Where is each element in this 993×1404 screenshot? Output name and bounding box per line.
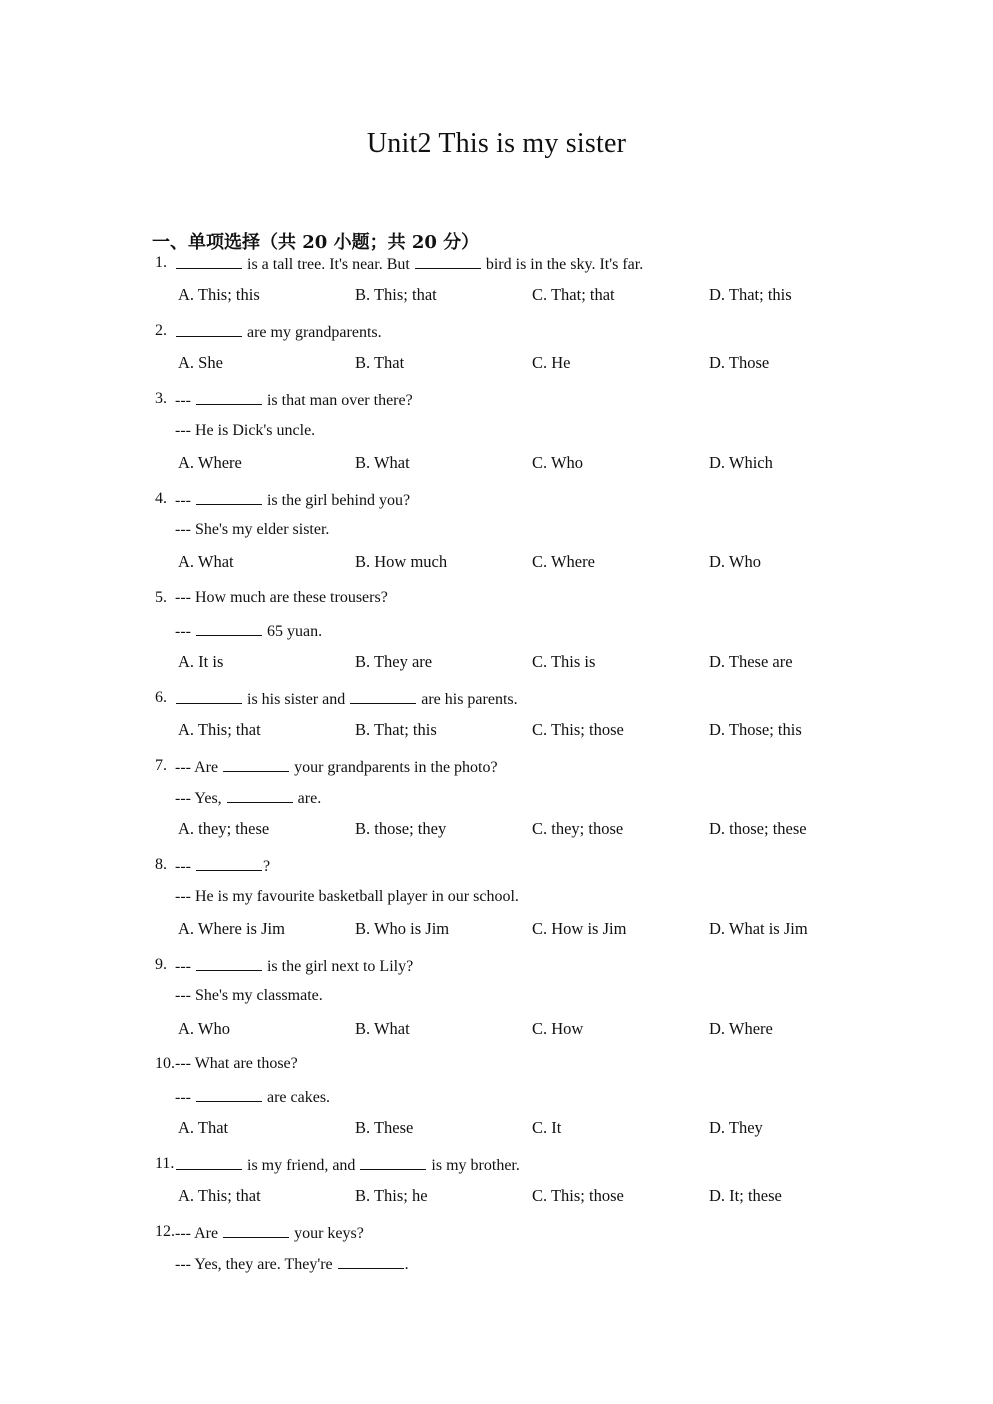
answer-option: D. That; this [709,285,792,304]
question-number: 9. [155,956,167,973]
question-text [175,1223,364,1243]
answer-option: C. Who [532,453,584,472]
answer-blank [196,390,262,405]
answer-option: B. What [355,453,410,472]
answer-option: A. Who [178,1019,230,1038]
question-number: 8. [155,856,167,873]
answer-blank [196,856,262,871]
answer-option: D. They [709,1118,763,1137]
answer-option: C. This; those [532,720,624,739]
page-title: Unit2 This is my sister [366,128,627,159]
question-text-part: are his parents. [417,691,518,708]
question-text-part: --- [175,492,195,509]
answer-option: C. How [532,1019,584,1038]
question-text-part: is his sister and [243,691,350,708]
answer-option: B. Who is Jim [355,919,450,938]
question-text-part: --- [175,958,195,975]
question-text-part: --- [175,392,195,409]
question-text [175,856,270,876]
answer-option: D. It; these [709,1186,782,1205]
question-number: 7. [155,757,167,774]
question-text [175,1155,520,1175]
answer-option: A. This; that [178,1186,261,1205]
question-text [175,1087,330,1107]
answer-blank [176,689,242,704]
question-text-part: --- She's my elder sister. [175,521,330,538]
answer-option: D. Those; this [709,720,802,739]
question-text [175,956,413,976]
answer-option: D. Those [709,353,770,372]
question-text-part: your keys? [290,1225,364,1242]
answer-blank [338,1254,404,1269]
answer-blank [223,757,289,772]
question-text-part: --- Yes, [175,790,226,807]
question-number: 1. [155,254,167,271]
answer-option: B. This; that [355,285,437,304]
question-text [175,621,322,641]
answer-option: C. Where [532,552,595,571]
question-number: 12. [155,1223,175,1240]
answer-blank [227,788,293,803]
answer-option: C. He [532,353,571,372]
question-text [175,788,321,808]
question-text [175,254,643,274]
answer-option: A. This; that [178,720,261,739]
question-number: 5. [155,589,167,606]
question-text-part: --- How much are these trousers? [175,589,388,606]
answer-blank [223,1223,289,1238]
question-text-part: is the girl behind you? [262,492,411,509]
answer-option: B. That [355,353,405,372]
question-text-part: --- [175,623,195,640]
answer-option: B. those; they [355,819,447,838]
answer-option: C. That; that [532,285,615,304]
answer-blank [196,956,262,971]
question-text-part: 65 yuan. [262,623,323,640]
answer-option: A. This; this [178,285,260,304]
question-text-part: --- [175,858,195,875]
answer-option: B. That; this [355,720,437,739]
question-text-part: your grandparents in the photo? [290,759,498,776]
answer-blank [350,689,416,704]
answer-blank [196,1087,262,1102]
answer-option: A. That [178,1118,229,1137]
question-text-part: --- [175,1089,195,1106]
question-text [175,987,323,1005]
question-text [175,757,498,777]
answer-blank [196,490,262,505]
question-text [175,490,410,510]
question-text-part: is my brother. [427,1157,520,1174]
question-text-part: ? [262,858,271,875]
answer-blank [176,1155,242,1170]
question-text-part: is my friend, and [243,1157,360,1174]
section-heading: 一、单项选择（共 20 小题；共 20 分） [152,232,480,253]
question-text-part: --- He is my favourite basketball player in our school. [175,888,519,905]
question-text [175,390,413,410]
answer-option: A. She [178,353,223,372]
question-text-part: bird is in the sky. It's far. [481,256,644,273]
question-text [175,422,315,440]
question-number: 11. [155,1155,175,1172]
question-text-part: --- Are [175,759,223,776]
answer-option: D. What is Jim [709,919,808,938]
question-text-part: --- She's my classmate. [175,987,323,1004]
question-text-part: are my grandparents. [243,324,382,341]
question-text [175,322,382,342]
question-text-part: --- Are [175,1225,223,1242]
question-text-part: is the girl next to Lily? [262,958,414,975]
answer-blank [196,621,262,636]
answer-option: C. It [532,1118,562,1137]
question-text-part: --- What are those? [175,1055,298,1072]
question-number: 2. [155,322,167,339]
answer-option: C. they; those [532,819,624,838]
question-number: 4. [155,490,167,507]
answer-option: A. Where is Jim [178,919,285,938]
answer-option: D. those; these [709,819,807,838]
answer-option: C. This is [532,652,596,671]
question-text [175,888,519,906]
question-text-part: is that man over there? [262,392,413,409]
answer-option: B. They are [355,652,433,671]
answer-option: A. they; these [178,819,270,838]
answer-option: D. Where [709,1019,773,1038]
answer-blank [360,1155,426,1170]
answer-option: C. This; those [532,1186,624,1205]
question-text [175,521,329,539]
question-number: 3. [155,390,167,407]
question-text [175,1055,298,1073]
question-text-part: --- Yes, they are. They're [175,1256,337,1273]
question-number: 10. [155,1055,175,1072]
answer-option: A. It is [178,652,224,671]
answer-option: A. Where [178,453,242,472]
question-text [175,1254,409,1274]
question-text-part: . [404,1256,409,1273]
answer-option: A. What [178,552,234,571]
answer-option: D. Who [709,552,761,571]
question-text-part: are. [293,790,322,807]
answer-option: D. These are [709,652,793,671]
answer-option: D. Which [709,453,773,472]
question-text-part: is a tall tree. It's near. But [243,256,414,273]
answer-option: B. How much [355,552,448,571]
answer-blank [176,322,242,337]
answer-option: B. What [355,1019,410,1038]
answer-option: B. This; he [355,1186,428,1205]
answer-option: C. How is Jim [532,919,627,938]
question-text [175,689,518,709]
answer-blank [415,254,481,269]
question-text-part: --- He is Dick's uncle. [175,422,316,439]
answer-option: B. These [355,1118,414,1137]
question-number: 6. [155,689,167,706]
question-text-part: are cakes. [262,1089,331,1106]
answer-blank [176,254,242,269]
question-text [175,589,388,607]
